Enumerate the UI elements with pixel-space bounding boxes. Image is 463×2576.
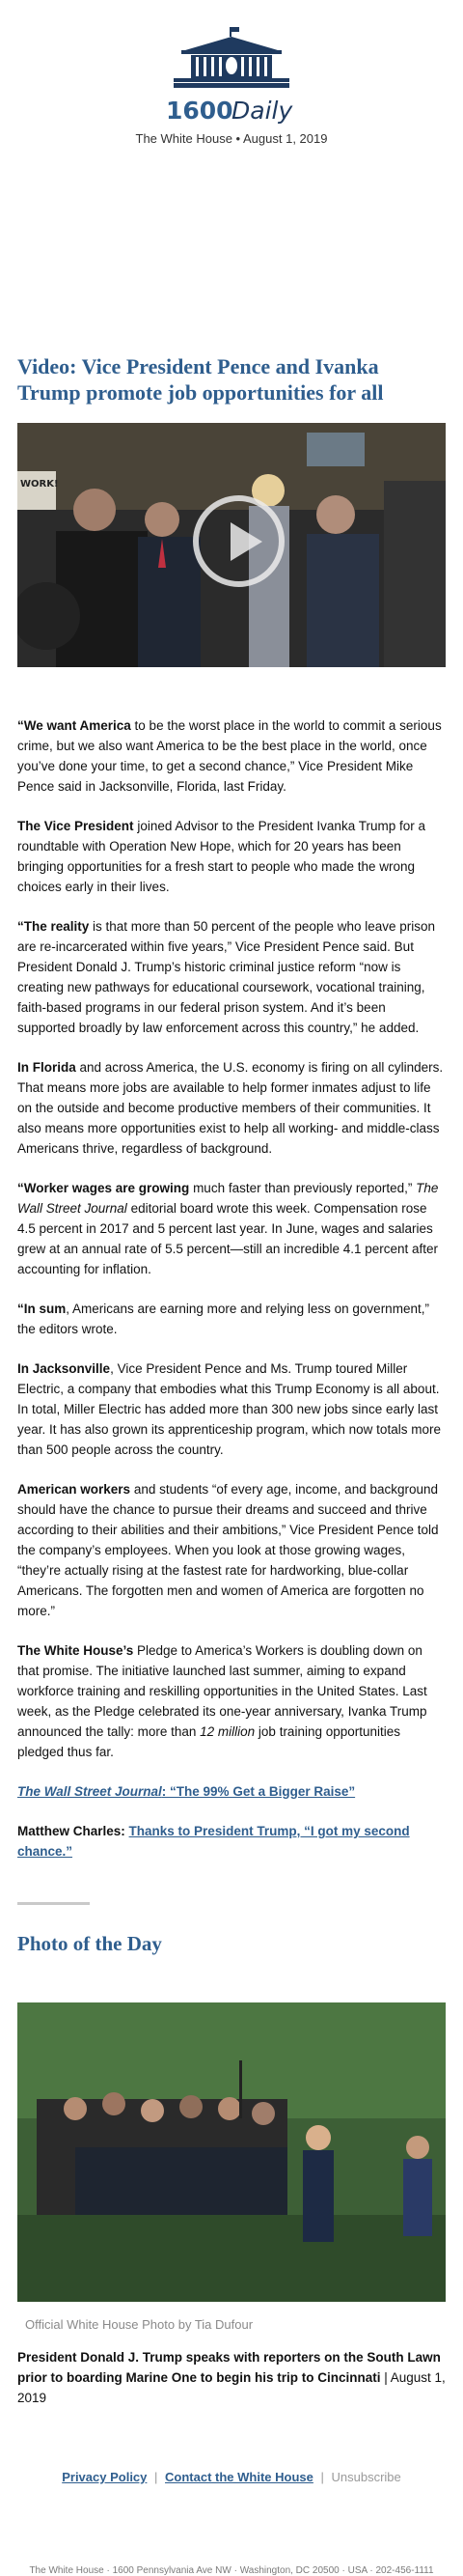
- footer-address: The White House · 1600 Pennsylvania Ave NW · Washington, DC 20500 · USA · 202-456-1111: [29, 2565, 434, 2576]
- article-paragraph: The Vice President joined Advisor to the President Ivanka Trump for a roundtable with Operation New Hope, which for 20 years has been bringing opportunities for a fresh start to people who made the wrong choices early in their lives.: [17, 819, 425, 894]
- logo-name: Daily: [232, 97, 293, 125]
- article-paragraph: American workers and students “of every age, income, and background should have the chance to pursue their dreams and succeed and thrive according to their abilities and their ambitions,” Vice President Pence told the company’s employees. When you look at those growing wages, “they’re actually rising at the fastest rate for hardworking, blue-collar Americans. The forgotten men and women of America are forgotten no more.”: [17, 1482, 439, 1618]
- white-house-logo: [164, 27, 299, 133]
- photo-of-the-day-heading: Photo of the Day: [17, 1932, 162, 1955]
- article-title: Video: Vice President Pence and Ivanka Trump promote job opportunities for all: [17, 354, 384, 405]
- privacy-policy-link[interactable]: Privacy Policy: [62, 2470, 148, 2484]
- article-paragraph: “Worker wages are growing much faster than previously reported,” The Wall Street Journal editorial board wrote this week. Compensation rose 4.5 percent in 2017 and 5 percent last year. In June, wages and salaries grew at an annual rate of 5.5 percent—still an incredible 4.1 percent after accounting for inflation.: [17, 1181, 439, 1276]
- footer-separator: |: [320, 2470, 324, 2484]
- dateline: The White House • August 1, 2019: [135, 131, 328, 146]
- article-paragraph: “The reality is that more than 50 percent of the people who leave prison are re-incarcerated within five years,” Vice President Pence said. But President Donald J. Trump’s historic criminal justice reform “now is creating new pathways for educational coursework, vocational training, faith-based programs in our federal prison system. And it’s been supported broadly by law enforcement across this country,” he added.: [17, 919, 436, 1035]
- footer-separator: |: [154, 2470, 158, 2484]
- email-header: [0, 0, 463, 126]
- photo-scene: [17, 2002, 446, 2302]
- unsubscribe-link[interactable]: Unsubscribe: [331, 2470, 401, 2484]
- matthew-charles-paragraph: Matthew Charles: Thanks to President Trump, “I got my second chance.”: [17, 1824, 410, 1859]
- photo-caption: President Donald J. Trump speaks with reporters on the South Lawn prior to boarding Marine One to begin his trip to Cincinnati | August 1, 2019: [17, 2350, 446, 2405]
- photo-of-the-day-image: [17, 2002, 446, 2302]
- video-sign-text: WORK!: [20, 479, 59, 490]
- matthew-charles-link[interactable]: Thanks to President Trump, “I got my second chance.”: [17, 1824, 410, 1859]
- section-divider: [17, 1902, 90, 1905]
- logo-number: 1600: [166, 97, 233, 125]
- contact-white-house-link[interactable]: Contact the White House: [165, 2470, 313, 2484]
- article-paragraph: In Florida and across America, the U.S. economy is firing on all cylinders. That means more jobs are available to help former inmates adjust to life on the outside and become productive members of their communities. It also means more opportunities exist to help all working- and middle-class Americans thrive, regardless of background.: [17, 1060, 444, 1156]
- email-body: [0, 353, 463, 2576]
- video-thumbnail[interactable]: [17, 423, 446, 667]
- article-paragraph: “In sum, Americans are earning more and relying less on government,” the editors wrote.: [17, 1302, 429, 1336]
- photo-credit: Official White House Photo by Tia Dufour: [25, 2317, 254, 2332]
- wsj-link-paragraph: [17, 1781, 446, 1802]
- article-paragraph: The White House’s Pledge to America’s Workers is doubling down on that promise. The initiative launched last summer, aiming to expand workforce training and reskilling opportunities in the United States. Last week, as the Pledge celebrated its one-year anniversary, Ivanka Trump announced the tally: more than 12 million job training opportunities pledged thus far.: [17, 1643, 427, 1759]
- wsj-article-link[interactable]: The Wall Street Journal: “The 99% Get a Bigger Raise”: [17, 1784, 356, 1799]
- email-footer: [17, 2470, 446, 2484]
- article-paragraph: In Jacksonville, Vice President Pence and Ms. Trump toured Miller Electric, a company that embodies what this Trump Economy is all about. In total, Miller Electric has added more than 300 new jobs since early last year. It has also grown its apprenticeship program, which now totals more than 500 people across the country.: [17, 1361, 441, 1457]
- play-button-icon[interactable]: [193, 495, 285, 587]
- article-paragraph: “We want America to be the worst place in the world to commit a serious crime, but we also want America to be the best place in the world, once you’ve done your time, to get a second chance,” Vice President Mike Pence said in Jacksonville, Florida, last Friday.: [17, 718, 442, 794]
